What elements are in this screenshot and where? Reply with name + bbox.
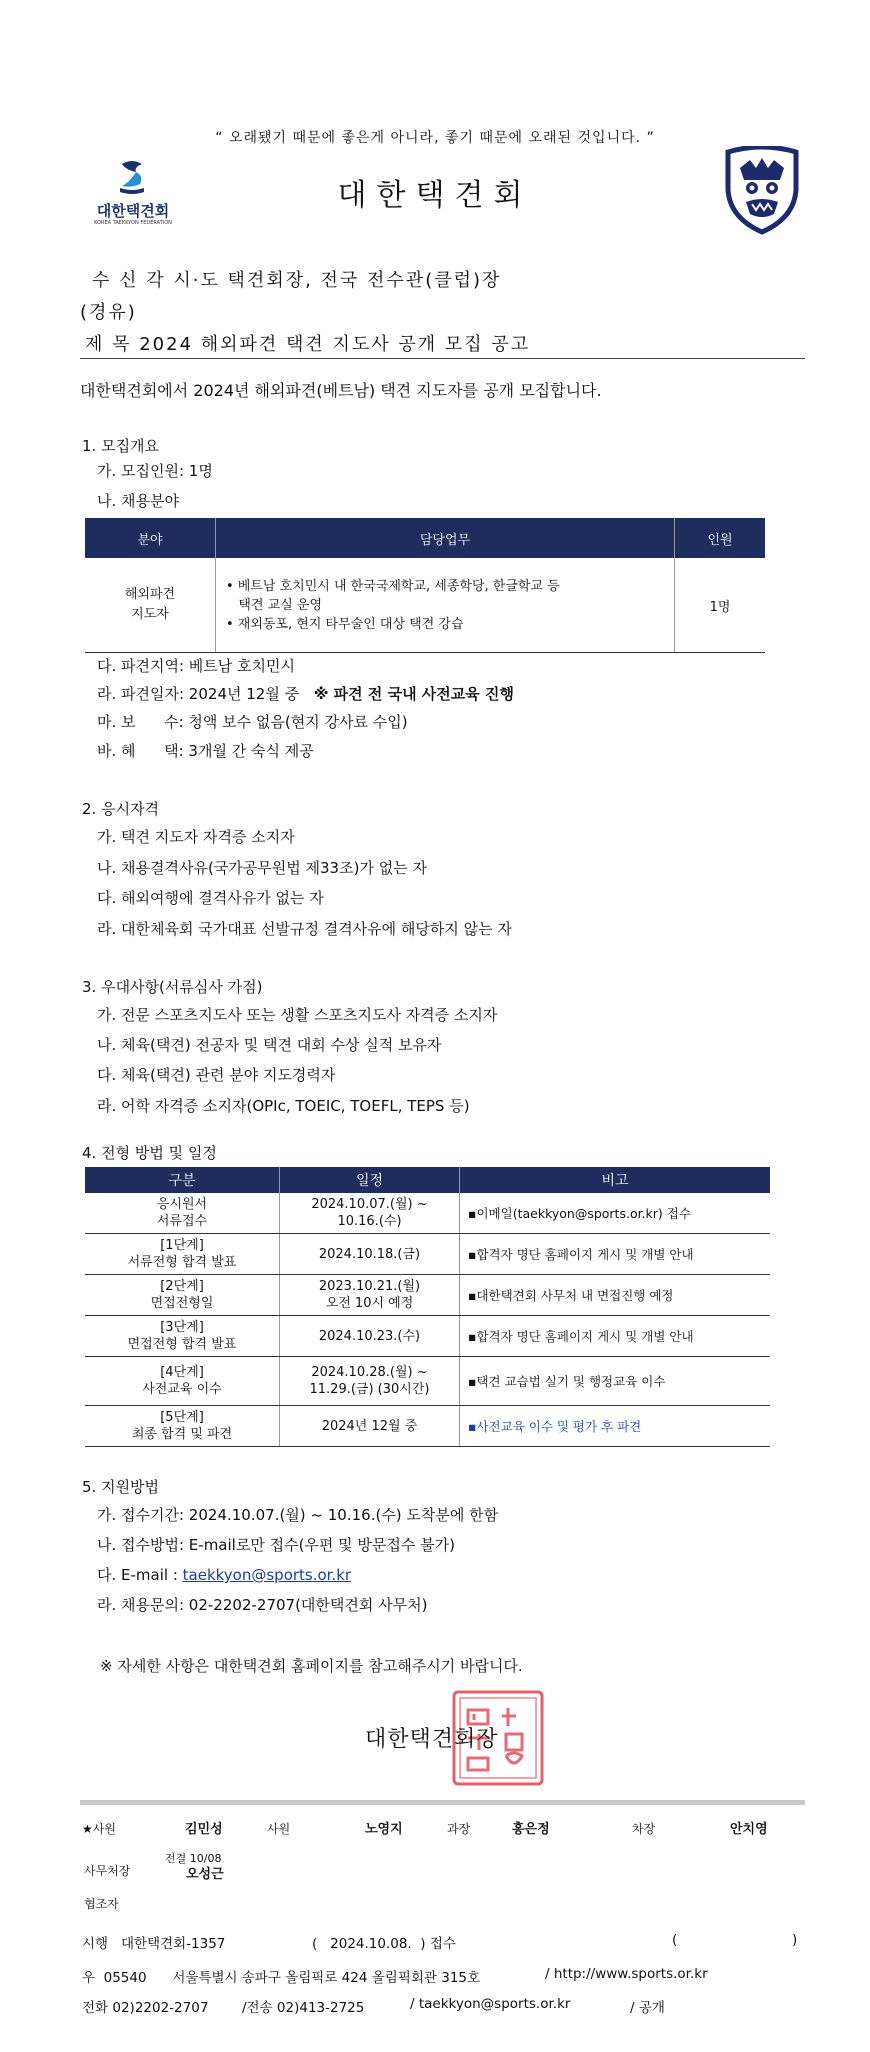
sign-role: 사무처장	[84, 1864, 131, 1878]
president-signature: 대한택견회장	[365, 1727, 499, 1752]
table-row	[85, 1193, 770, 1234]
motto: “ 오래됐기 때문에 좋은게 아니라, 좋기 때문에 오래된 것입니다. ”	[215, 130, 655, 146]
recipient-line: 수 신 각 시·도 택견회장, 전국 전수관(클럽)장	[92, 270, 502, 291]
table-header: 담당업무	[216, 518, 675, 558]
mascot-shield-icon	[720, 146, 804, 236]
note-cell: ▪대한택견회 사무처 내 면접진행 예정	[460, 1275, 771, 1316]
approval-divider	[80, 1800, 805, 1805]
section3-item: 다. 체육(택견) 관련 분야 지도경력자	[97, 1066, 336, 1084]
section1-item-c: 다. 파견지역: 베트남 호치민시	[97, 657, 296, 675]
note-cell: ▪이메일(taekkyon@sports.or.kr) 접수	[460, 1193, 771, 1234]
fax: /전송 02)413-2725	[242, 2000, 365, 2016]
date-line: 2024.10.23.(수)	[318, 1328, 421, 1344]
section5-title: 5. 지원방법	[82, 1478, 160, 1496]
date-line: 11.29.(금) (30시간)	[309, 1382, 430, 1397]
sign-role: 사원	[267, 1822, 291, 1836]
execution-number: 시행 대한택견회-1357	[82, 1936, 226, 1952]
stage-line: 서류접수	[156, 1214, 208, 1229]
table-row	[85, 1357, 770, 1406]
stage-line: 응시원서	[156, 1197, 208, 1212]
section4-title: 4. 전형 방법 및 일정	[82, 1144, 217, 1162]
section2-item: 다. 해외여행에 결격사유가 없는 자	[97, 889, 324, 907]
sign-role: 차장	[632, 1822, 656, 1836]
note-cell: ▪택견 교습법 실기 및 행정교육 이수	[460, 1357, 771, 1406]
section3-title: 3. 우대사항(서류심사 가점)	[82, 978, 263, 996]
table-header: 인원	[675, 518, 766, 558]
mascot-emblem	[720, 146, 804, 236]
table-cell-count: 1명	[675, 558, 766, 653]
section1-title: 1. 모집개요	[82, 437, 160, 455]
note-cell: ▪사전교육 이수 및 평가 후 파견	[460, 1406, 771, 1447]
section1-item-a: 가. 모집인원: 1명	[97, 462, 213, 480]
address: 우 05540 서울특별시 송파구 올림픽로 424 올림픽회관 315호	[82, 1970, 481, 1986]
sign-name: 홍은정	[512, 1822, 550, 1837]
phone: 전화 02)2202-2707	[82, 2000, 209, 2016]
date-line: 2024년 12월 중	[321, 1418, 418, 1434]
duty-line: • 베트남 호치민시 내 한국국제학교, 세종학당, 한글학교 등	[226, 578, 560, 594]
stage-line: [2단계]	[160, 1279, 204, 1294]
disclosure: / 공개	[630, 2000, 665, 2016]
section5-item-d: 라. 채용문의: 02-2202-2707(대한택견회 사무처)	[97, 1596, 428, 1614]
table-row	[85, 1316, 770, 1357]
table-cell-field: 해외파견 지도자	[85, 558, 216, 653]
subject-line: 제 목 2024 해외파견 택견 지도사 공개 모집 공고	[85, 334, 531, 355]
closing-note: ※ 자세한 사항은 대한택견회 홈페이지를 참고해주시기 바랍니다.	[100, 1657, 523, 1675]
table-row	[85, 1406, 770, 1447]
stage-line: [4단계]	[160, 1365, 204, 1380]
execution-date: ( 2024.10.08. ) 접수	[312, 1936, 456, 1952]
sign-name: 안치영	[730, 1822, 768, 1837]
date-line: 오전 10시 예정	[325, 1296, 414, 1311]
receipt-close: )	[792, 1932, 798, 1948]
logo-name: 대한택견회	[96, 202, 170, 220]
table-header: 구분	[85, 1167, 280, 1193]
date-line: 10.16.(수)	[337, 1214, 402, 1229]
stage-line: [5단계]	[160, 1410, 204, 1425]
footer-email[interactable]: / taekkyon@sports.or.kr	[410, 1996, 571, 2012]
section5-item-a: 가. 접수기간: 2024.10.07.(월) ~ 10.16.(수) 도착분에 한함	[97, 1506, 499, 1524]
recruitment-field-table	[85, 518, 765, 653]
website[interactable]: / http://www.sports.or.kr	[545, 1966, 708, 1982]
sign-role: ★사원	[82, 1822, 116, 1836]
section3-item: 가. 전문 스포츠지도사 또는 생활 스포츠지도사 자격증 소지자	[97, 1006, 498, 1024]
schedule-table	[85, 1167, 770, 1447]
section5-item-b: 나. 접수방법: E-mail로만 접수(우편 및 방문접수 불가)	[97, 1536, 455, 1554]
stage-line: [1단계]	[160, 1238, 204, 1253]
stage-line: 최종 합격 및 파견	[131, 1427, 233, 1442]
duty-line: 택견 교실 운영	[226, 597, 323, 613]
duty-line: • 재외동포, 현지 타무술인 대상 택견 강습	[226, 616, 464, 632]
section2-title: 2. 응시자격	[82, 800, 160, 818]
via-line: (경유)	[80, 302, 137, 323]
section1-item-e: 마. 보 수: 청액 보수 없음(현지 강사료 수입)	[97, 713, 408, 731]
date-line: 2024.10.28.(월) ~	[311, 1365, 428, 1380]
section1-item-b: 나. 채용분야	[97, 492, 179, 510]
section2-item: 가. 택견 지도자 자격증 소지자	[97, 828, 295, 846]
section3-item: 라. 어학 자격증 소지자(OPIc, TOEIC, TOEFL, TEPS 등)	[97, 1097, 470, 1115]
section2-item: 라. 대한체육회 국가대표 선발규정 결격사유에 해당하지 않는 자	[97, 920, 512, 938]
sign-name: 김민성	[185, 1822, 223, 1837]
email-label: 다. E-mail :	[97, 1566, 183, 1584]
sign-name: 오성근	[186, 1867, 224, 1882]
email-link[interactable]: taekkyon@sports.or.kr	[182, 1566, 352, 1584]
section2-item: 나. 채용결격사유(국가공무원법 제33조)가 없는 자	[97, 859, 427, 877]
table-row	[85, 1275, 770, 1316]
table-row	[85, 1234, 770, 1275]
section3-item: 나. 체육(택견) 전공자 및 택견 대회 수상 실적 보유자	[97, 1036, 442, 1054]
note-cell: ▪합격자 명단 홈페이지 게시 및 개별 안내	[460, 1234, 771, 1275]
date-line: 2024.10.18.(금)	[318, 1246, 421, 1262]
stage-line: 면접전형일	[150, 1296, 214, 1311]
predeparture-note: ※ 파견 전 국내 사전교육 진행	[313, 685, 514, 703]
organization-title: 대한택견회	[337, 178, 533, 213]
sign-name: 노영지	[365, 1822, 403, 1837]
section1-item-d: 라. 파견일자: 2024년 12월 중	[97, 685, 300, 703]
stage-line: 면접전형 합격 발표	[127, 1337, 237, 1352]
sign-role: 협조자	[84, 1897, 119, 1911]
logo-subtitle: KOREA TAEKKYON FEDERATION	[94, 220, 172, 226]
sign-role: 과장	[447, 1822, 471, 1836]
header-divider	[80, 358, 805, 359]
table-header: 비고	[460, 1167, 771, 1193]
table-header: 분야	[85, 518, 216, 558]
section1-item-f: 바. 혜 택: 3개월 간 숙식 제공	[97, 742, 314, 760]
stage-line: [3단계]	[160, 1320, 204, 1335]
sign-delegation-note: 전결 10/08	[165, 1852, 222, 1865]
receipt-open: (	[672, 1932, 678, 1948]
date-line: 2024.10.07.(월) ~	[311, 1197, 428, 1212]
note-cell: ▪합격자 명단 홈페이지 게시 및 개별 안내	[460, 1316, 771, 1357]
table-header: 일정	[280, 1167, 460, 1193]
stage-line: 사전교육 이수	[142, 1382, 222, 1397]
date-line: 2023.10.21.(월)	[318, 1279, 421, 1294]
stage-line: 서류전형 합격 발표	[127, 1255, 237, 1270]
intro-text: 대한택견회에서 2024년 해외파견(베트남) 택견 지도자를 공개 모집합니다.	[80, 381, 602, 400]
